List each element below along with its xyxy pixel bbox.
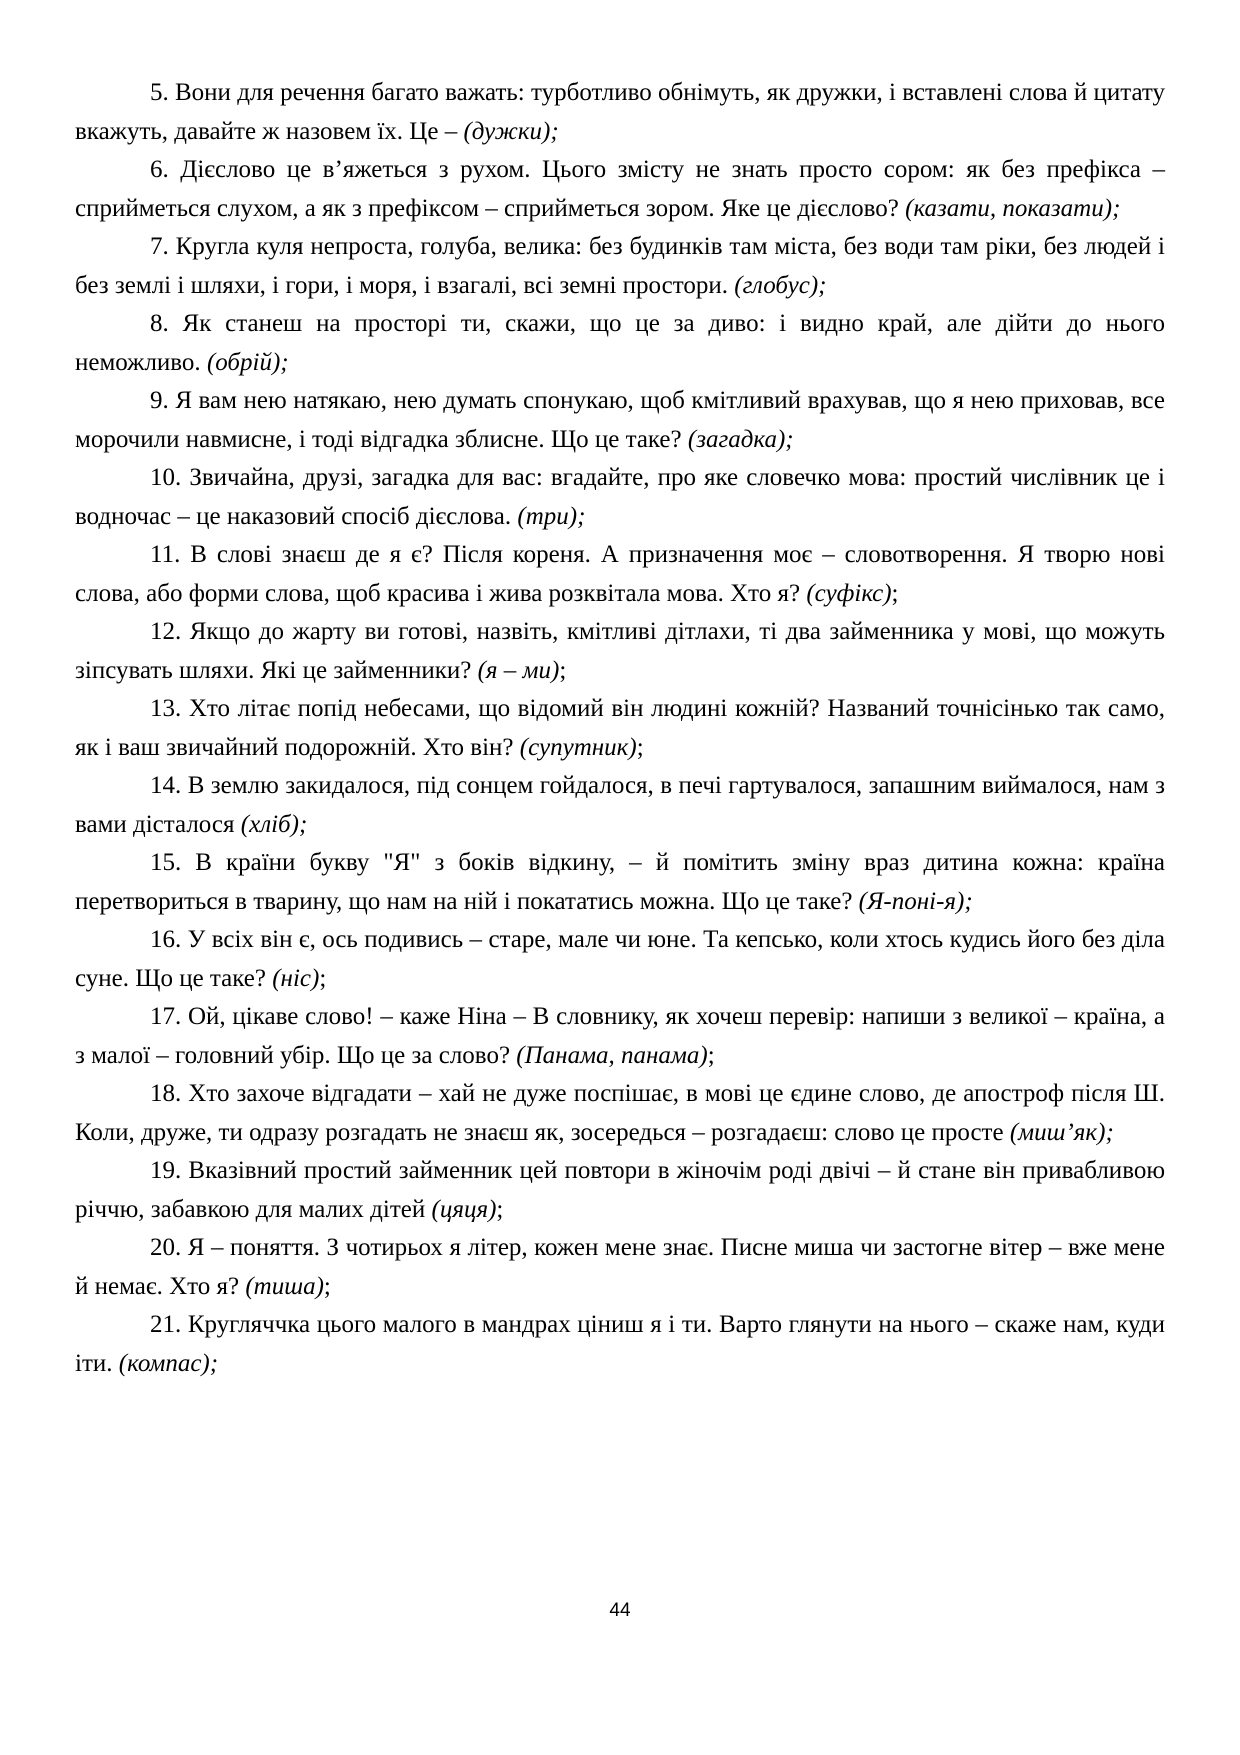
riddle-text: 15. В країни букву "Я" з боків відкину, – й помітить зміну враз дитина кожна: країна перетвориться в тварину, що нам на ній і покататись можна. Що це таке?	[75, 849, 1165, 915]
riddle-tail: ;	[636, 733, 644, 761]
riddle-15	[75, 844, 1165, 921]
riddle-answer: (дужки);	[463, 117, 559, 145]
riddle-21	[75, 1306, 1165, 1383]
riddle-text: 11. В слові знаєш де я є? Після кореня. А призначення моє – словотворення. Я творю нові слова, або форми слова, щоб красива і жива розквітала мова. Хто я?	[75, 541, 1165, 607]
riddle-tail: ;	[319, 964, 327, 992]
riddle-10	[75, 459, 1165, 536]
riddle-12	[75, 613, 1165, 690]
riddle-answer: (Панама, панама)	[516, 1041, 708, 1069]
riddle-answer: (цяця)	[431, 1195, 497, 1223]
riddle-5	[75, 74, 1165, 151]
riddle-16	[75, 921, 1165, 998]
riddle-answer: (миш’як);	[1009, 1118, 1114, 1146]
riddle-answer: (суфікс)	[806, 579, 892, 607]
riddle-text: 12. Якщо до жарту ви готові, назвіть, кмітливі дітлахи, ті два займенника у мові, що можуть зіпсувать шляхи. Які це займенники?	[75, 618, 1165, 684]
riddle-list	[75, 74, 1165, 1383]
riddle-answer: (я – ми)	[477, 656, 560, 684]
riddle-answer: (три);	[517, 502, 586, 530]
riddle-text: 20. Я – поняття. З чотирьох я літер, кожен мене знає. Писне миша чи застогне вітер – вже мене й немає. Хто я?	[75, 1234, 1165, 1300]
riddle-9	[75, 382, 1165, 459]
riddle-14	[75, 767, 1165, 844]
riddle-11	[75, 536, 1165, 613]
riddle-answer: (казати, показати);	[905, 194, 1121, 222]
riddle-text: 21. Кругляччка цього малого в мандрах ціниш я і ти. Варто глянути на нього – скаже нам, куди іти.	[75, 1311, 1165, 1377]
riddle-text: 7. Кругла куля непроста, голуба, велика: без будинків там міста, без води там ріки, без людей і без землі і шляхи, і гори, і моря, і взагалі, всі земні простори.	[75, 233, 1165, 299]
riddle-tail: ;	[891, 579, 899, 607]
riddle-20	[75, 1229, 1165, 1306]
riddle-answer: (хліб);	[240, 810, 308, 838]
riddle-text: 10. Звичайна, друзі, загадка для вас: вгадайте, про яке словечко мова: простий числівник це і водночас – це наказовий спосіб дієслова.	[75, 464, 1165, 530]
riddle-answer: (тиша)	[245, 1272, 324, 1300]
riddle-18	[75, 1075, 1165, 1152]
riddle-6	[75, 151, 1165, 228]
riddle-text: 8. Як станеш на просторі ти, скажи, що це за диво: і видно край, але дійти до нього неможливо.	[75, 310, 1165, 376]
page-number: 44	[609, 1600, 631, 1621]
riddle-text: 9. Я вам нею натякаю, нею думать спонукаю, щоб кмітливий врахував, що я нею приховав, все морочили навмисне, і тоді відгадка зблисне. Що це таке?	[75, 387, 1165, 453]
riddle-answer: (ніс)	[272, 964, 320, 992]
riddle-tail: ;	[559, 656, 567, 684]
riddle-13	[75, 690, 1165, 767]
riddle-answer: (глобус);	[734, 271, 827, 299]
riddle-text: 6. Дієслово це в’яжеться з рухом. Цього змісту не знать просто сором: як без префікса – сприйметься слухом, а як з префіксом – сприйметься зором. Яке це дієслово?	[75, 156, 1165, 222]
riddle-17	[75, 998, 1165, 1075]
riddle-answer: (компас);	[118, 1349, 219, 1377]
riddle-7	[75, 228, 1165, 305]
riddle-answer: (обрій);	[206, 348, 289, 376]
riddle-tail: ;	[496, 1195, 504, 1223]
riddle-text: 18. Хто захоче відгадати – хай не дуже поспішає, в мові це єдине слово, де апостроф після Ш. Коли, друже, ти одразу розгадать не знаєш як, зосередься – розгадаєш: слово це просте	[75, 1080, 1165, 1146]
riddle-text: 13. Хто літає попід небесами, що відомий він людині кожній? Названий точнісінько так само, як і ваш звичайний подорожній. Хто він?	[75, 695, 1165, 761]
riddle-tail: ;	[707, 1041, 715, 1069]
riddle-19	[75, 1152, 1165, 1229]
riddle-text: 16. У всіх він є, ось подивись – старе, мале чи юне. Та кепсько, коли хтось кудись його без діла суне. Що це таке?	[75, 926, 1165, 992]
riddle-8	[75, 305, 1165, 382]
riddle-text: 14. В землю закидалося, під сонцем гойдалося, в печі гартувалося, запашним виймалося, нам з вами дісталося	[75, 772, 1165, 838]
riddle-text: 17. Ой, цікаве слово! – каже Ніна – В словнику, як хочеш перевір: напиши з великої – країна, а з малої – головний убір. Що це за слово?	[75, 1003, 1165, 1069]
riddle-text: 5. Вони для речення багато важать: турботливо обнімуть, як дружки, і вставлені слова й цитату вкажуть, давайте ж назовем їх. Це –	[75, 79, 1165, 145]
riddle-text: 19. Вказівний простий займенник цей повтори в жіночім роді двічі – й стане він привабливою річчю, забавкою для малих дітей	[75, 1157, 1165, 1223]
riddle-tail: ;	[323, 1272, 331, 1300]
riddle-answer: (загадка);	[687, 425, 794, 453]
riddle-answer: (супутник)	[519, 733, 637, 761]
riddle-answer: (Я-поні-я);	[858, 887, 973, 915]
